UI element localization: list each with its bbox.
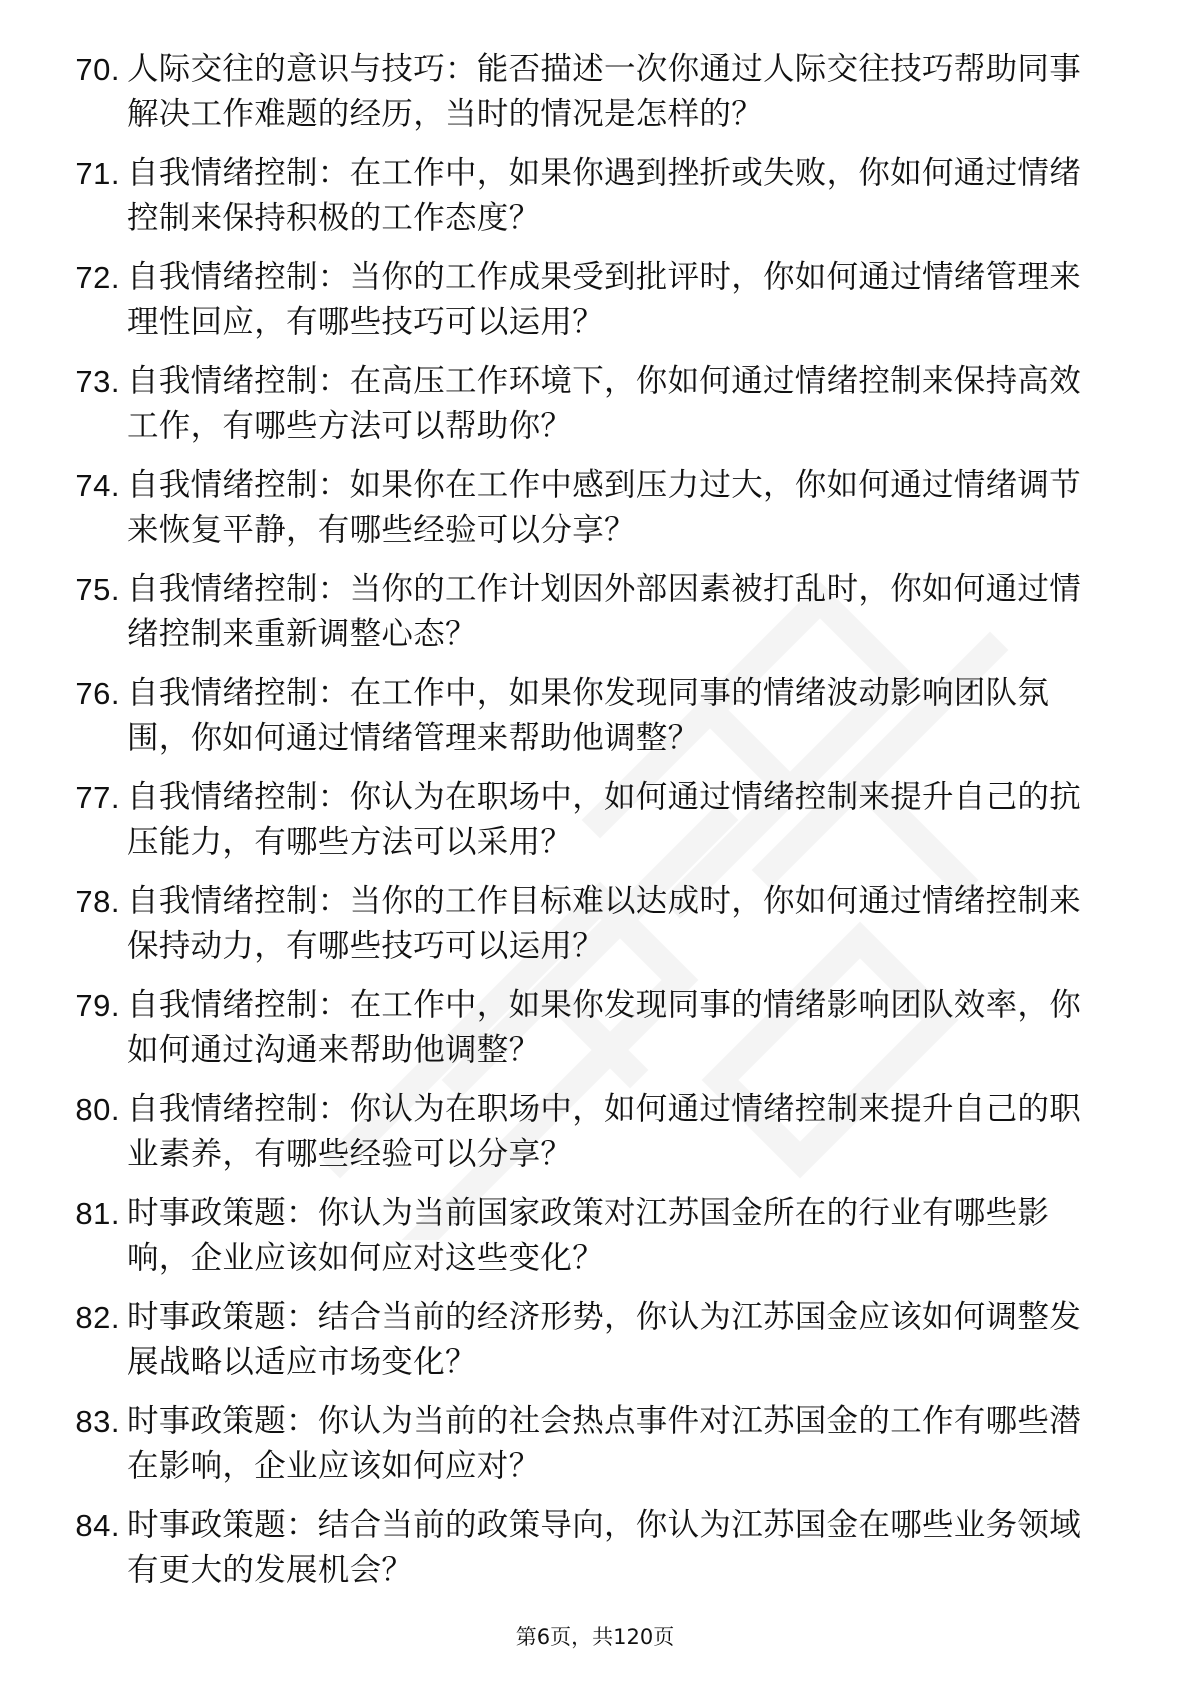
question-text: 自我情绪控制：在高压工作环境下，你如何通过情绪控制来保持高效工作，有哪些方法可以帮助你？ — [127, 363, 1082, 444]
question-text: 自我情绪控制：在工作中，如果你发现同事的情绪影响团队效率，你如何通过沟通来帮助他调整？ — [127, 987, 1082, 1068]
question-number: 76. — [75, 676, 120, 711]
question-number: 71. — [75, 156, 120, 191]
question-number: 81. — [75, 1196, 120, 1231]
question-item — [0, 983, 1190, 1087]
question-number: 72. — [75, 260, 120, 295]
question-item — [0, 463, 1190, 567]
question-item — [0, 359, 1190, 463]
question-text: 自我情绪控制：在工作中，如果你遇到挫折或失败，你如何通过情绪控制来保持积极的工作态度？ — [127, 155, 1082, 236]
question-number: 82. — [75, 1300, 120, 1335]
question-number: 80. — [75, 1092, 120, 1127]
question-number: 74. — [75, 468, 120, 503]
question-number: 70. — [75, 52, 120, 87]
question-text: 人际交往的意识与技巧：能否描述一次你通过人际交往技巧帮助同事解决工作难题的经历，当时的情况是怎样的？ — [127, 51, 1082, 132]
question-text: 自我情绪控制：你认为在职场中，如何通过情绪控制来提升自己的职业素养，有哪些经验可以分享？ — [127, 1091, 1082, 1172]
question-text: 时事政策题：结合当前的政策导向，你认为江苏国金在哪些业务领域有更大的发展机会？ — [127, 1507, 1082, 1588]
question-text: 自我情绪控制：在工作中，如果你发现同事的情绪波动影响团队氛围，你如何通过情绪管理来帮助他调整？ — [127, 675, 1050, 756]
question-text: 自我情绪控制：当你的工作目标难以达成时，你如何通过情绪控制来保持动力，有哪些技巧可以运用？ — [127, 883, 1082, 964]
page-footer — [0, 1622, 1190, 1652]
question-number: 75. — [75, 572, 120, 607]
question-number: 77. — [75, 780, 120, 815]
question-text: 时事政策题：结合当前的经济形势，你认为江苏国金应该如何调整发展战略以适应市场变化？ — [127, 1299, 1082, 1380]
question-item — [0, 47, 1190, 151]
question-text: 自我情绪控制：如果你在工作中感到压力过大，你如何通过情绪调节来恢复平静，有哪些经验可以分享？ — [127, 467, 1082, 548]
page-number-label: 第6页，共120页 — [515, 1625, 675, 1649]
question-number: 84. — [75, 1508, 120, 1543]
question-number: 83. — [75, 1404, 120, 1439]
question-text: 自我情绪控制：当你的工作成果受到批评时，你如何通过情绪管理来理性回应，有哪些技巧可以运用？ — [127, 259, 1082, 340]
question-item — [0, 671, 1190, 775]
question-item — [0, 775, 1190, 879]
question-item — [0, 879, 1190, 983]
question-item — [0, 1087, 1190, 1191]
question-item — [0, 151, 1190, 255]
question-list — [0, 47, 1190, 1607]
question-number: 79. — [75, 988, 120, 1023]
question-number: 78. — [75, 884, 120, 919]
question-item — [0, 1399, 1190, 1503]
question-text: 时事政策题：你认为当前的社会热点事件对江苏国金的工作有哪些潜在影响，企业应该如何应对？ — [127, 1403, 1082, 1484]
question-item — [0, 567, 1190, 671]
question-text: 自我情绪控制：你认为在职场中，如何通过情绪控制来提升自己的抗压能力，有哪些方法可以采用？ — [127, 779, 1082, 860]
question-text: 时事政策题：你认为当前国家政策对江苏国金所在的行业有哪些影响，企业应该如何应对这些变化？ — [127, 1195, 1050, 1276]
question-item — [0, 1295, 1190, 1399]
question-number: 73. — [75, 364, 120, 399]
question-item — [0, 1503, 1190, 1607]
question-item — [0, 1191, 1190, 1295]
question-text: 自我情绪控制：当你的工作计划因外部因素被打乱时，你如何通过情绪控制来重新调整心态？ — [127, 571, 1082, 652]
question-item — [0, 255, 1190, 359]
